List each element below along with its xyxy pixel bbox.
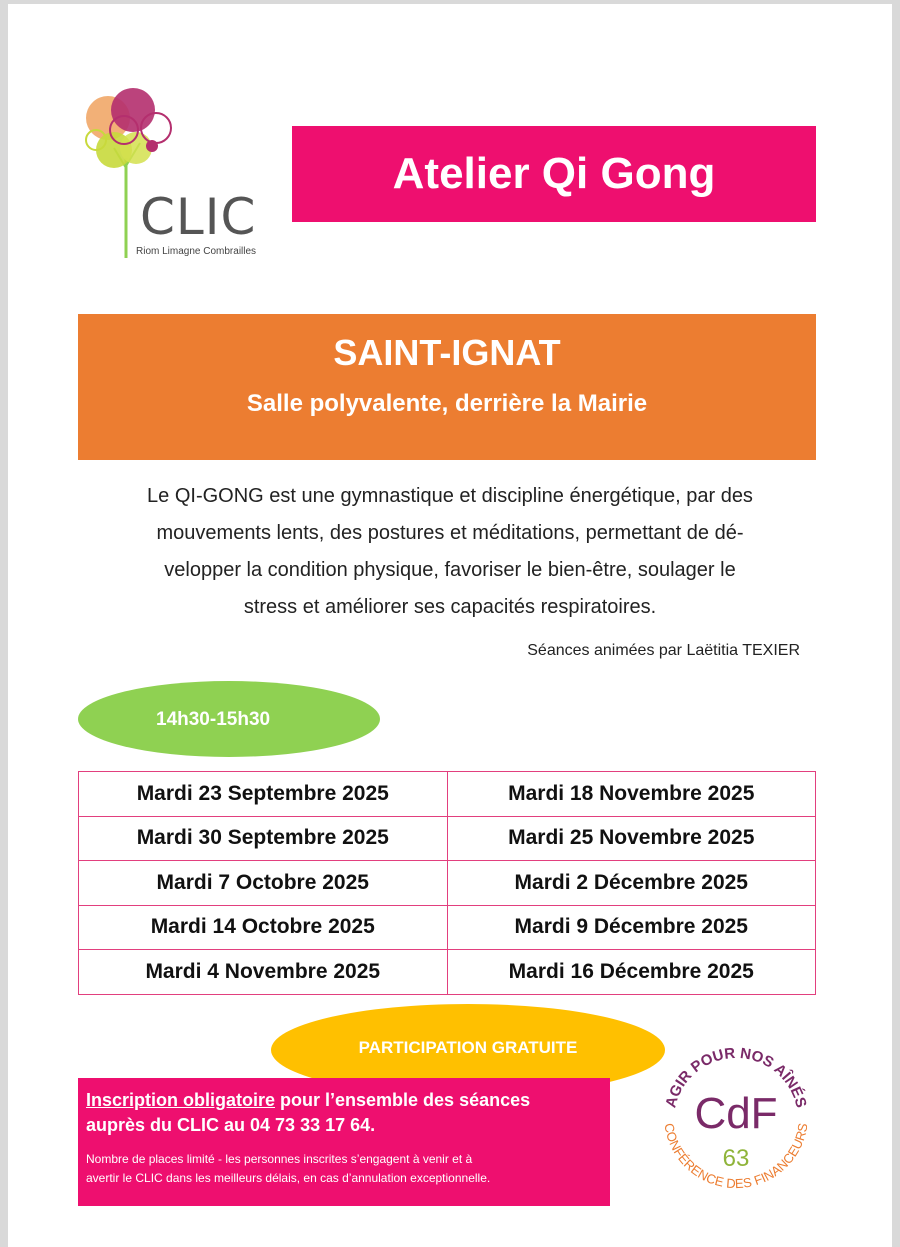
date-cell: Mardi 16 Décembre 2025	[447, 950, 816, 995]
inscription-required: Inscription obligatoire	[86, 1090, 276, 1110]
inscription-phone-line: auprès du CLIC au 04 73 33 17 64.	[86, 1115, 376, 1135]
table-row	[79, 861, 816, 906]
inscription-note	[86, 1150, 600, 1188]
location-banner	[78, 314, 816, 460]
cdf-bottom-text: CONFÉRENCE DES FINANCEURS	[661, 1122, 811, 1192]
description-line: Le QI-GONG est une gymnastique et discipline énergétique, par des	[147, 485, 753, 507]
cdf-mark: CdF	[694, 1089, 778, 1138]
description	[100, 478, 800, 626]
cdf-number: 63	[722, 1145, 750, 1172]
inscription-rest: pour l’ensemble des séances	[275, 1090, 531, 1110]
clic-logo-text: CLIC	[140, 188, 257, 246]
animator-credit: Séances animées par Laëtitia TEXIER	[527, 642, 800, 659]
date-cell: Mardi 9 Décembre 2025	[447, 905, 816, 950]
clic-logo-subtitle: Riom Limagne Combrailles	[136, 246, 257, 257]
description-line: velopper la condition physique, favoriser le bien-être, soulager le	[164, 559, 736, 581]
inscription-note-line: avertir le CLIC dans les meilleurs délais, en cas d’annulation exceptionnelle.	[86, 1171, 491, 1185]
table-row	[79, 772, 816, 817]
date-cell: Mardi 23 Septembre 2025	[79, 772, 448, 817]
table-row	[79, 816, 816, 861]
table-row	[79, 905, 816, 950]
date-cell: Mardi 7 Octobre 2025	[79, 861, 448, 906]
location-city: SAINT-IGNAT	[333, 332, 561, 373]
cdf-logo	[648, 1024, 824, 1200]
date-cell: Mardi 18 Novembre 2025	[447, 772, 816, 817]
description-line: mouvements lents, des postures et méditations, permettant de dé-	[156, 522, 744, 544]
date-cell: Mardi 30 Septembre 2025	[79, 816, 448, 861]
description-line: stress et améliorer ses capacités respiratoires.	[243, 596, 657, 618]
cdf-top-text: AGIR POUR NOS AÎNÉS	[662, 1044, 810, 1110]
inscription-box	[78, 1078, 610, 1206]
location-place: Salle polyvalente, derrière la Mairie	[246, 390, 648, 417]
table-row	[79, 950, 816, 995]
inscription-main	[86, 1088, 600, 1138]
date-cell: Mardi 2 Décembre 2025	[447, 861, 816, 906]
date-cell: Mardi 4 Novembre 2025	[79, 950, 448, 995]
clic-logo	[78, 88, 278, 268]
date-cell: Mardi 25 Novembre 2025	[447, 816, 816, 861]
session-time: 14h30-15h30	[156, 709, 271, 730]
date-cell: Mardi 14 Octobre 2025	[79, 905, 448, 950]
inscription-note-line: Nombre de places limité - les personnes inscrites s’engagent à venir et à	[86, 1152, 473, 1166]
flyer-page	[8, 4, 892, 1247]
participation-label: PARTICIPATION GRATUITE	[358, 1038, 578, 1057]
page-title: Atelier Qi Gong	[292, 126, 816, 222]
dates-table	[78, 771, 816, 995]
